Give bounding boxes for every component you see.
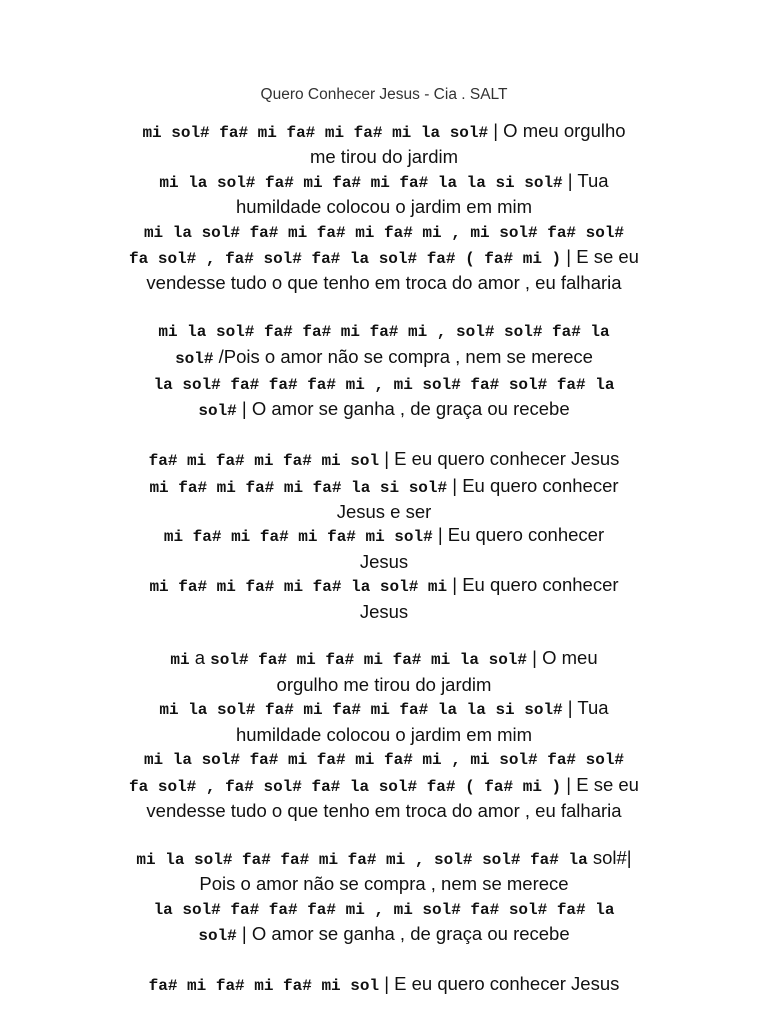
lyric-line	[108, 673, 660, 696]
lyric-text: | E eu quero conhecer Jesus	[379, 448, 620, 470]
chord-notes: mi sol# fa# mi fa# mi fa# mi la sol#	[142, 124, 489, 142]
chord-notes: fa sol# , fa# sol# fa# la sol# fa# ( fa# mi )	[129, 777, 562, 796]
lyric-line	[108, 397, 660, 423]
lyric-line	[108, 145, 660, 168]
lyric-line	[108, 746, 660, 772]
lyric-line	[108, 119, 660, 145]
lyric-text: | Tua	[562, 169, 609, 191]
stanza-spacer	[108, 623, 660, 646]
lyric-text: sol#|	[587, 846, 632, 868]
lyric-line	[108, 371, 660, 397]
lyric-line	[108, 723, 660, 746]
chord-notes: la sol# fa# fa# fa# mi , mi sol# fa# sol# fa# la	[153, 900, 615, 919]
lyric-line	[108, 271, 660, 294]
lyric-text: me tirou do jardim	[309, 146, 459, 168]
lyric-text: humildade colocou o jardim em mim	[235, 723, 533, 745]
lyric-text: | O meu orgulho	[488, 120, 626, 141]
lyric-line	[108, 922, 660, 948]
lyric-line	[108, 872, 660, 895]
lyric-text: Jesus	[359, 550, 409, 572]
lyric-line	[108, 474, 660, 500]
chord-notes: fa# mi fa# mi fa# mi sol	[148, 452, 380, 471]
lyric-text: vendesse tudo o que tenho em troca do amor , eu falharia	[146, 272, 622, 294]
lyric-text: Jesus e ser	[336, 501, 432, 523]
chord-notes: mi fa# mi fa# mi fa# la sol# mi	[149, 578, 448, 597]
lyric-text: humildade colocou o jardim em mim	[235, 196, 533, 218]
chord-notes: mi la sol# fa# fa# mi fa# mi , sol# sol# fa# la	[136, 850, 588, 869]
lyric-text: | O amor se ganha , de graça ou recebe	[236, 922, 570, 944]
chord-notes: fa# mi fa# mi fa# mi sol	[148, 976, 380, 995]
lyric-line	[108, 773, 660, 799]
lyric-text: /Pois o amor não se compra , nem se merece	[213, 345, 593, 367]
chord-notes: mi fa# mi fa# mi fa# la si sol#	[149, 478, 448, 497]
lyric-text: Pois o amor não se compra , nem se merece	[199, 873, 569, 895]
chord-notes: mi la sol# fa# mi fa# mi fa# la la si sol#	[159, 173, 563, 192]
lyric-line	[108, 523, 660, 549]
stanza-spacer	[108, 424, 660, 447]
chord-notes: mi la sol# fa# mi fa# mi fa# mi , mi sol# fa# sol#	[143, 751, 625, 770]
chord-notes: la sol# fa# fa# fa# mi , mi sol# fa# sol# fa# la	[153, 376, 615, 395]
chord-notes: mi fa# mi fa# mi fa# mi sol#	[163, 528, 433, 547]
lyric-line	[108, 318, 660, 344]
lyric-line	[108, 972, 660, 998]
chord-notes: sol#	[175, 349, 214, 368]
lyric-text: | Eu quero conhecer	[447, 574, 619, 596]
lyric-line	[108, 799, 660, 822]
lyric-line	[108, 345, 660, 371]
lyric-text: | E se eu	[561, 773, 639, 795]
stanza-spacer	[108, 295, 660, 318]
lyric-text: | Eu quero conhecer	[447, 474, 619, 496]
lyric-text: | O amor se ganha , de graça ou recebe	[236, 398, 570, 420]
lyric-line	[108, 600, 660, 623]
lyric-text: | O meu	[527, 647, 598, 669]
lyric-text: Jesus	[359, 600, 409, 622]
lyric-line	[108, 696, 660, 722]
lyric-line	[108, 573, 660, 599]
lyric-line	[108, 896, 660, 922]
lyric-line	[108, 550, 660, 573]
document-title: Quero Conhecer Jesus - Cia . SALT	[260, 86, 508, 103]
chord-notes: mi la sol# fa# fa# mi fa# mi , sol# sol# fa# la	[158, 323, 610, 342]
lyric-line	[108, 219, 660, 245]
lyric-line	[108, 500, 660, 523]
chord-notes: mi	[170, 651, 190, 670]
lyric-text: a	[189, 647, 211, 669]
stanza-spacer	[108, 822, 660, 845]
lyric-line	[108, 646, 660, 672]
lyric-text: | E eu quero conhecer Jesus	[379, 972, 620, 994]
lyric-text: | Eu quero conhecer	[432, 524, 605, 546]
lyric-line	[108, 846, 660, 872]
stanza-spacer	[108, 948, 660, 971]
lyric-line	[108, 169, 660, 195]
lyric-line	[108, 245, 660, 271]
chord-notes: sol# fa# mi fa# mi fa# mi la sol#	[210, 651, 528, 670]
lyric-line	[108, 195, 660, 218]
chord-notes: fa sol# , fa# sol# fa# la sol# fa# ( fa# mi )	[129, 250, 562, 269]
lyric-text: | E se eu	[561, 246, 639, 268]
chord-notes: sol#	[198, 926, 237, 945]
lyrics-body	[108, 119, 660, 998]
lyric-text: | Tua	[562, 697, 609, 719]
lyric-line	[108, 447, 660, 473]
lyric-text: vendesse tudo o que tenho em troca do amor , eu falharia	[146, 799, 622, 821]
chord-notes: sol#	[198, 402, 237, 421]
chord-notes: mi la sol# fa# mi fa# mi fa# la la si sol#	[159, 701, 563, 720]
lyric-text: orgulho me tirou do jardim	[276, 673, 492, 695]
chord-notes: mi la sol# fa# mi fa# mi fa# mi , mi sol# fa# sol#	[143, 223, 625, 242]
